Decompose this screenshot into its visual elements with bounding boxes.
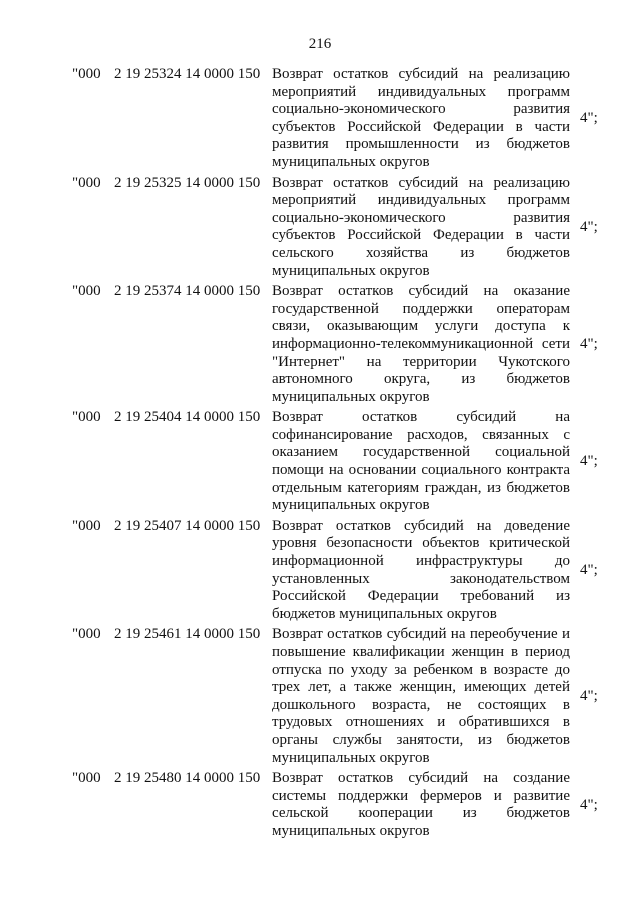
row-suffix: 4"; — [580, 796, 598, 813]
code-description: Возврат остатков субсидий на переобучение и повышение квалификации женщин в период отпуска по уходу за ребенком в возрасте до трех лет, а также женщин, имеющих детей дошкольного возраста, не состоящих в трудовых отношениях и обратившихся в органы службы занятости, из бюджетов муниципальных округов — [272, 626, 570, 766]
budget-code: 2 19 25480 14 0000 150 — [114, 770, 261, 787]
row-suffix: 4"; — [580, 453, 598, 470]
row-suffix: 4"; — [580, 335, 598, 352]
page-number: 216 — [308, 36, 332, 52]
budget-code-table — [0, 66, 640, 844]
row-prefix: "000 — [72, 409, 101, 426]
table-row — [0, 626, 640, 767]
row-prefix: "000 — [72, 517, 101, 534]
budget-code: 2 19 25404 14 0000 150 — [114, 409, 261, 426]
row-prefix: "000 — [72, 66, 101, 82]
budget-code: 2 19 25461 14 0000 150 — [114, 626, 261, 643]
table-row — [0, 66, 640, 172]
row-suffix: 4"; — [580, 561, 598, 578]
table-row — [0, 770, 640, 840]
code-description: Возврат остатков субсидий на оказание государственной поддержки операторам связи, оказывающим услуги доступа к информационно-телекоммуникационной сети "Интернет" на территории Чукотского автономного округа, из бюджетов муниципальных округов — [272, 283, 570, 405]
budget-code: 2 19 25374 14 0000 150 — [114, 283, 261, 300]
code-description: Возврат остатков субсидий на реализацию мероприятий индивидуальных программ социально-экономического развития субъектов Российской Федерации в части сельского хозяйства из бюджетов муниципальных округов — [272, 174, 570, 279]
table-row — [0, 409, 640, 515]
row-suffix: 4"; — [580, 687, 598, 704]
table-row — [0, 175, 640, 281]
code-description: Возврат остатков субсидий на создание системы поддержки фермеров и развитие сельской кооперации из бюджетов муниципальных округов — [272, 770, 570, 839]
budget-code: 2 19 25325 14 0000 150 — [114, 174, 261, 191]
row-prefix: "000 — [72, 626, 101, 643]
row-prefix: "000 — [72, 283, 101, 300]
code-description: Возврат остатков субсидий на доведение уровня безопасности объектов критической информационной инфраструктуры до установленных законодательством Российской Федерации требований из бюджетов муниципальных округов — [272, 517, 570, 622]
budget-code: 2 19 25324 14 0000 150 — [114, 66, 261, 82]
budget-code: 2 19 25407 14 0000 150 — [114, 517, 261, 534]
code-description: Возврат остатков субсидий на софинансирование расходов, связанных с оказанием государственной социальной помощи на основании социального контракта отдельным категориям граждан, из бюджетов муниципальных округов — [272, 409, 570, 514]
row-suffix: 4"; — [580, 218, 598, 235]
row-prefix: "000 — [72, 174, 101, 191]
table-row — [0, 283, 640, 406]
row-suffix: 4"; — [580, 109, 598, 126]
code-description: Возврат остатков субсидий на реализацию мероприятий индивидуальных программ социально-экономического развития субъектов Российской Федерации в части развития промышленности из бюджетов муниципальных округов — [272, 66, 570, 170]
table-row — [0, 518, 640, 624]
row-prefix: "000 — [72, 770, 101, 787]
